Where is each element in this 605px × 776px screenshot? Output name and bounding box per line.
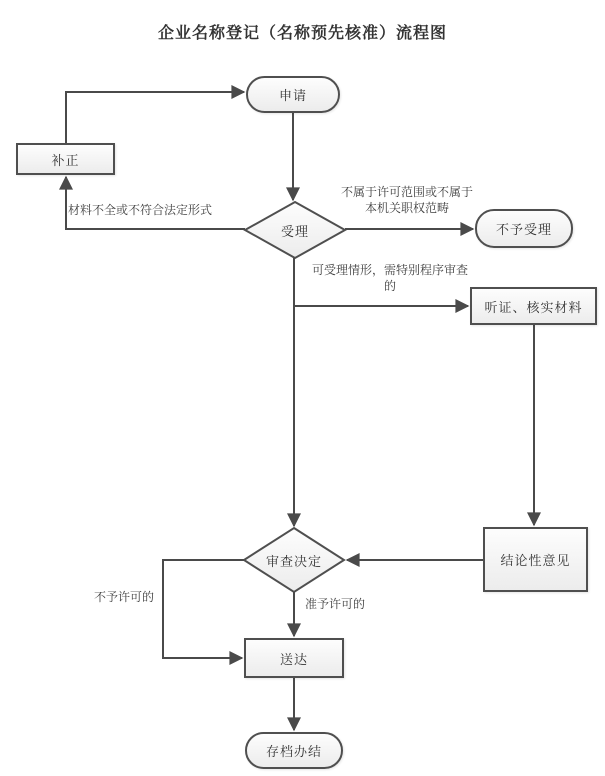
node-hearing-label: 听证、核实材料 xyxy=(484,300,583,316)
node-not-accepted xyxy=(475,209,573,248)
node-review-decision-label: 审查决定 xyxy=(265,555,322,570)
node-apply-label: 申请 xyxy=(278,89,307,104)
node-apply xyxy=(246,76,340,113)
edge-label-out-of-scope: 不属于许可范围或不属于本机关职权范畴 xyxy=(341,185,474,215)
node-archive-label: 存档办结 xyxy=(265,745,322,760)
node-archive xyxy=(245,732,343,769)
page-title: 企业名称登记（名称预先核准）流程图 xyxy=(157,23,447,42)
edge-label-special-procedure: 可受理情形，需特别程序审查的 xyxy=(312,263,469,293)
edge-review-to-delivery-not-permitted xyxy=(163,560,244,658)
edge-label-materials-incomplete: 材料不全或不符合法定形式 xyxy=(68,203,213,217)
node-conclusive-opinion-label: 结论性意见 xyxy=(500,554,571,569)
node-delivery xyxy=(244,638,344,678)
node-conclusive-opinion xyxy=(483,527,588,592)
edge-label-permitted: 准予许可的 xyxy=(305,597,366,611)
node-hearing xyxy=(470,287,597,325)
edge-correction-to-apply xyxy=(66,92,244,143)
node-correction-label: 补正 xyxy=(51,153,80,169)
node-acceptance-label: 受理 xyxy=(280,225,309,240)
edge-label-not-permitted: 不予许可的 xyxy=(94,590,155,604)
node-not-accepted-label: 不予受理 xyxy=(495,223,552,238)
node-delivery-label: 送达 xyxy=(279,652,308,668)
node-correction xyxy=(16,143,115,175)
